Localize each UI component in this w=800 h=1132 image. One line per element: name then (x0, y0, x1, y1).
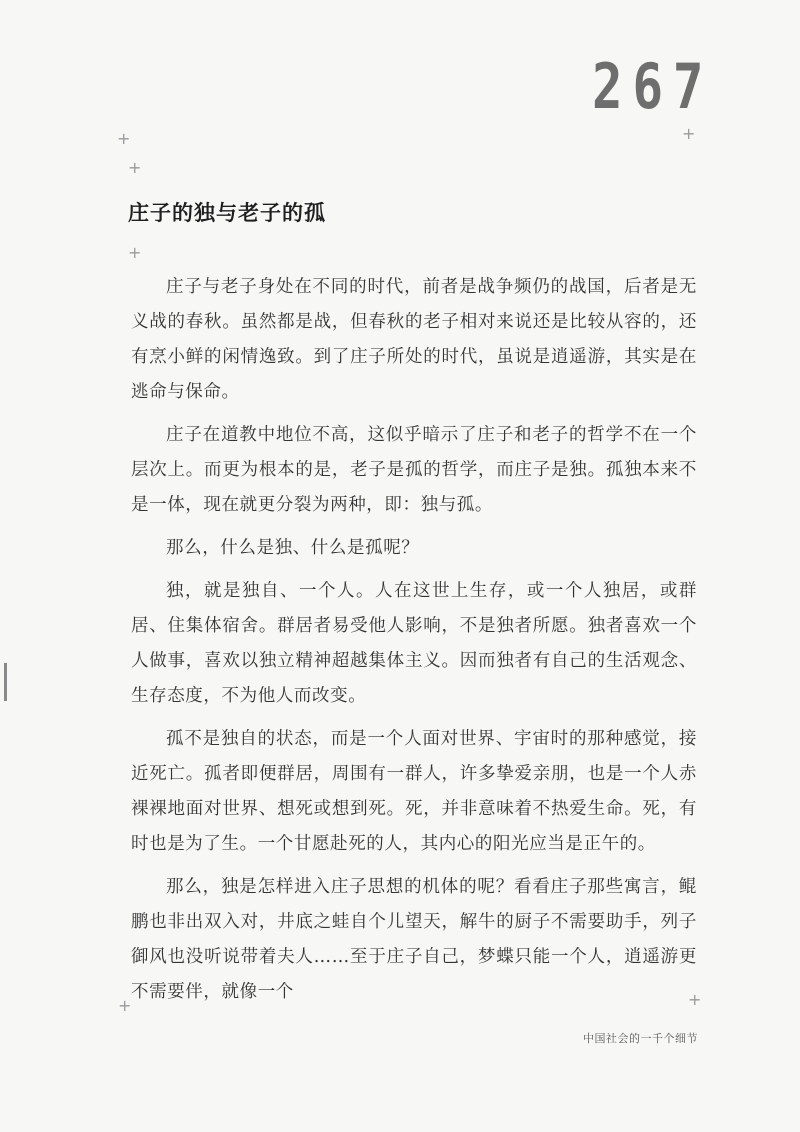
page-number: 267 (592, 50, 714, 123)
crop-mark-title-bottom: + (128, 243, 142, 262)
body-text (131, 270, 697, 1010)
chapter-title: 庄子的独与老子的孤 (128, 201, 326, 225)
paragraph-3: 那么，什么是独、什么是孤呢？ (166, 538, 420, 558)
crop-mark-title-top: + (128, 158, 142, 177)
crop-mark-bottom-left: + (118, 996, 132, 1015)
running-footer: 中国社会的一千个细节 (583, 1032, 698, 1045)
paragraph-1: 庄子与老子身处在不同的时代，前者是战争频仍的战国，后者是无义战的春秋。虽然都是战，但春秋的老子相对来说还是比较从容的，还有烹小鲜的闲情逸致。到了庄子所处的时代，虽说是逍遥游，其实是在逃命与保命。 (131, 277, 697, 402)
paragraph-4: 独，就是独自、一个人。人在这世上生存，或一个人独居，或群居、住集体宿舍。群居者易受他人影响，不是独者所愿。独者喜欢一个人做事，喜欢以独立精神超越集体主义。因而独者有自己的生活观念、生存态度，不为他人而改变。 (131, 581, 697, 706)
paragraph-5: 孤不是独自的状态，而是一个人面对世界、宇宙时的那种感觉，接近死亡。孤者即便群居，周围有一群人，许多挚爱亲朋，也是一个人赤裸裸地面对世界、想死或想到死。死，并非意味着不热爱生命。死，有时也是为了生。一个甘愿赴死的人，其内心的阳光应当是正午的。 (131, 729, 697, 854)
paragraph-2: 庄子在道教中地位不高，这似乎暗示了庄子和老子的哲学不在一个层次上。而更为根本的是，老子是孤的哲学，而庄子是独。孤独本来不是一体，现在就更分裂为两种，即：独与孤。 (131, 425, 697, 515)
crop-mark-bottom-right: + (688, 990, 702, 1009)
crop-mark-top-left: + (117, 129, 131, 148)
scan-edge-mark (4, 663, 7, 701)
paragraph-6: 那么，独是怎样进入庄子思想的机体的呢？看看庄子那些寓言，鲲鹏也非出双入对，井底之蛙自个儿望天，解牛的厨子不需要助手，列子御风也没听说带着夫人……至于庄子自己，梦蝶只能一个人，逍遥游更不需要伴，就像一个 (131, 877, 697, 1002)
crop-mark-top-right: + (682, 124, 696, 143)
